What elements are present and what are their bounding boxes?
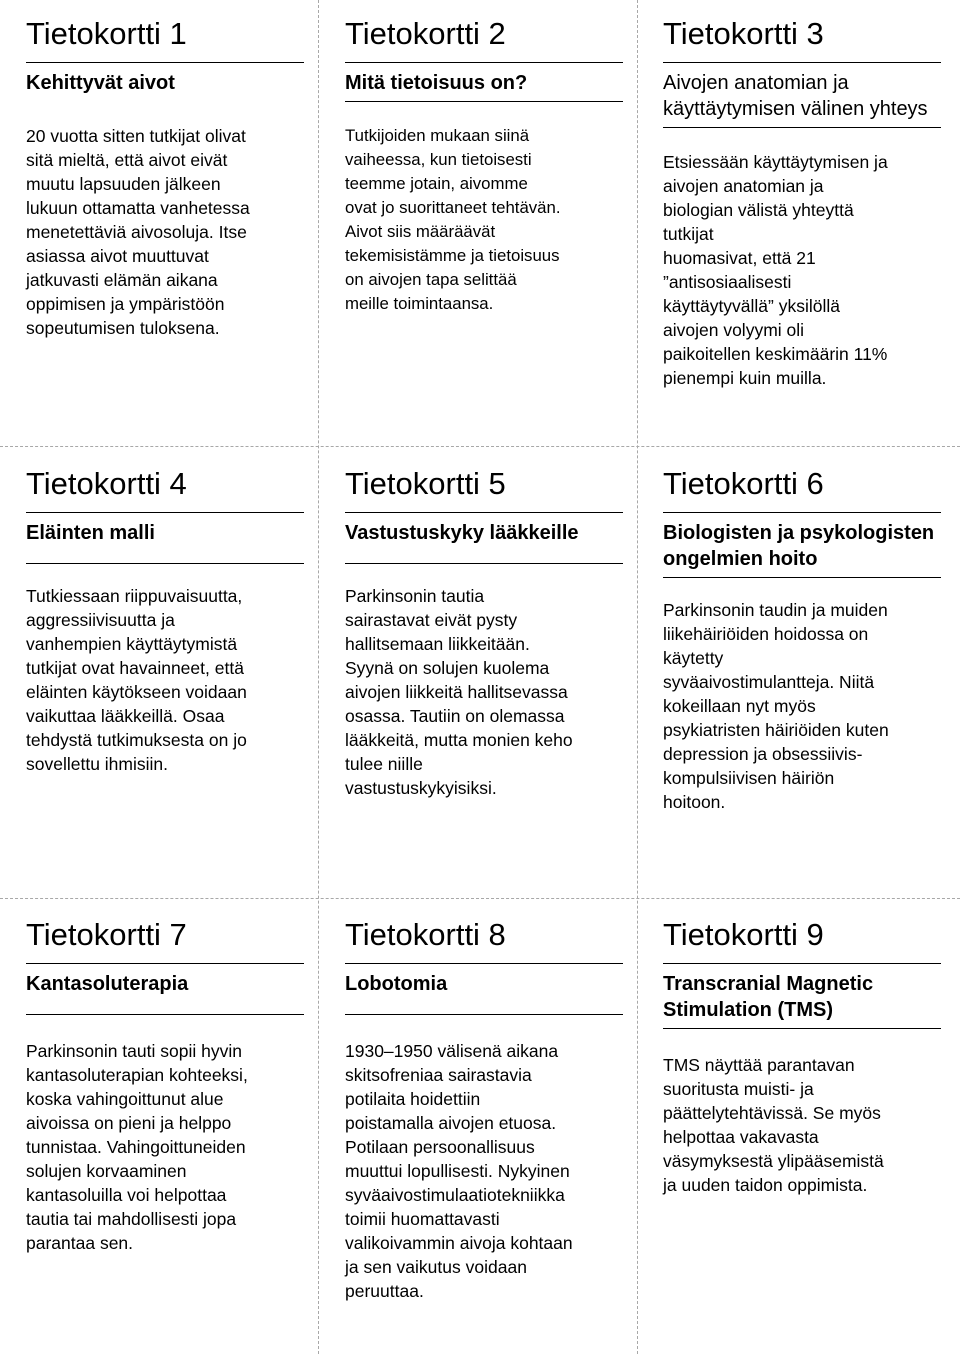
body-line: tutkijat <box>663 224 714 244</box>
card-body <box>345 124 623 316</box>
card-divider <box>26 62 304 63</box>
card-subtitle: Kantasoluterapia <box>26 973 189 995</box>
body-line: hoitoon. <box>663 792 726 812</box>
body-line: aivojen liikkeitä hallitsevassa <box>345 682 568 702</box>
body-line: koska vahingoittunut alue <box>26 1089 224 1109</box>
body-line: teemme jotain, aivomme <box>345 174 528 193</box>
body-line: meille toimintaansa. <box>345 294 494 313</box>
body-line: syväaivostimulaatiotekniikka <box>345 1185 565 1205</box>
body-line: Syynä on solujen kuolema <box>345 658 550 678</box>
body-line: tekemisistämme ja tietoisuus <box>345 246 560 265</box>
body-line: kantasoluilla voi helpottaa <box>26 1185 227 1205</box>
body-line: tulee niille <box>345 754 423 774</box>
body-line: vanhempien käyttäytymistä <box>26 634 238 654</box>
card-divider <box>26 1014 304 1015</box>
body-line: parantaa sen. <box>26 1233 134 1253</box>
card-title: Tietokortti 7 <box>26 917 187 952</box>
body-line: pienempi kuin muilla. <box>663 368 827 388</box>
body-line: huomasivat, että 21 <box>663 248 816 268</box>
card-body <box>26 584 304 776</box>
body-line: on aivojen tapa selittää <box>345 270 517 289</box>
body-line: psykiatristen häiriöiden kuten <box>663 720 889 740</box>
body-line: asiassa aivot muuttuvat <box>26 246 209 266</box>
body-line: Tutkiessaan riippuvaisuutta, <box>26 586 243 606</box>
body-line: osassa. Tautiin on olemassa <box>345 706 565 726</box>
body-line: Etsiessään käyttäytymisen ja <box>663 152 888 172</box>
body-line: kompulsiivisen häiriön <box>663 768 835 788</box>
card-title: Tietokortti 9 <box>663 917 824 952</box>
body-line: suoritusta muisti- ja <box>663 1079 814 1099</box>
card-divider <box>663 127 941 128</box>
card-body <box>345 584 623 800</box>
info-card-6 <box>663 466 941 814</box>
body-line: 1930–1950 välisenä aikana <box>345 1041 559 1061</box>
body-line: Parkinsonin tauti sopii hyvin <box>26 1041 242 1061</box>
body-line: ja sen vaikutus voidaan <box>345 1257 527 1277</box>
body-line: Aivot siis määräävät <box>345 222 496 241</box>
body-line: liikehäiriöiden hoidossa on <box>663 624 869 644</box>
info-card-9 <box>663 917 941 1197</box>
body-line: ovat jo suorittaneet tehtävän. <box>345 198 561 217</box>
card-title: Tietokortti 5 <box>345 466 506 501</box>
body-line: ”antisosiaalisesti <box>663 272 792 292</box>
card-body <box>663 598 941 814</box>
body-line: aivojen volyymi oli <box>663 320 805 340</box>
body-line: Tutkijoiden mukaan siinä <box>345 126 530 145</box>
body-line: tunnistaa. Vahingoittuneiden <box>26 1137 246 1157</box>
card-divider <box>345 62 623 63</box>
body-line: depression ja obsessiivis- <box>663 744 863 764</box>
card-divider <box>345 563 623 564</box>
body-line: aivojen anatomian ja <box>663 176 824 196</box>
body-line: muutu lapsuuden jälkeen <box>26 174 221 194</box>
body-line: syväaivostimulantteja. Niitä <box>663 672 875 692</box>
card-title: Tietokortti 1 <box>26 16 187 51</box>
card-title: Tietokortti 4 <box>26 466 187 501</box>
card-divider <box>26 512 304 513</box>
body-line: potilaita hoidettiin <box>345 1089 481 1109</box>
body-line: muuttui lopullisesti. Nykyinen <box>345 1161 570 1181</box>
body-line: sairastavat eivät pysty <box>345 610 518 630</box>
body-line: vaikuttaa lääkkeillä. Osaa <box>26 706 225 726</box>
body-line: helpottaa vakavasta <box>663 1127 819 1147</box>
body-line: tutkijat ovat havainneet, että <box>26 658 244 678</box>
body-line: aivoissa on pieni ja helppo <box>26 1113 232 1133</box>
info-card-5 <box>345 466 623 800</box>
card-subtitle: Aivojen anatomian ja käyttäytymisen välinen yhteys <box>663 72 928 120</box>
body-line: TMS näyttää parantavan <box>663 1055 855 1075</box>
card-subtitle: Vastustuskyky lääkkeille <box>345 522 579 544</box>
card-subtitle: Eläinten malli <box>26 522 155 544</box>
card-subtitle: Mitä tietoisuus on? <box>345 72 528 94</box>
card-body <box>26 1039 304 1255</box>
card-divider <box>663 1028 941 1029</box>
body-line: poistamalla aivojen etuosa. <box>345 1113 557 1133</box>
card-title: Tietokortti 8 <box>345 917 506 952</box>
card-subtitle: Kehittyvät aivot <box>26 72 175 94</box>
body-line: ja uuden taidon oppimista. <box>663 1175 868 1195</box>
card-subtitle: Biologisten ja psykologisten ongelmien hoito <box>663 522 935 570</box>
body-line: käyttäytyvällä” yksilöllä <box>663 296 840 316</box>
body-line: sitä mieltä, että aivot eivät <box>26 150 228 170</box>
info-card-3 <box>663 16 941 390</box>
info-card-8 <box>345 917 623 1303</box>
card-divider <box>345 101 623 102</box>
card-divider <box>26 563 304 564</box>
card-body <box>345 1039 623 1303</box>
body-line: päättelytehtävissä. Se myös <box>663 1103 881 1123</box>
card-divider <box>663 963 941 964</box>
info-card-2 <box>345 16 623 316</box>
body-line: Potilaan persoonallisuus <box>345 1137 535 1157</box>
body-line: aggressiivisuutta ja <box>26 610 175 630</box>
body-line: tehdystä tutkimuksesta on jo <box>26 730 247 750</box>
card-title: Tietokortti 2 <box>345 16 506 51</box>
body-line: kantasoluterapian kohteeksi, <box>26 1065 248 1085</box>
body-line: kokeillaan nyt myös <box>663 696 816 716</box>
card-body <box>26 124 304 340</box>
body-line: sovellettu ihmisiin. <box>26 754 168 774</box>
body-line: 20 vuotta sitten tutkijat olivat <box>26 126 246 146</box>
body-line: eläinten käytökseen voidaan <box>26 682 247 702</box>
card-divider <box>663 62 941 63</box>
body-line: väsymyksestä ylipääsemistä <box>663 1151 884 1171</box>
card-body <box>663 150 941 390</box>
cut-line-vertical <box>318 0 319 1354</box>
body-line: valikoivammin aivoja kohtaan <box>345 1233 573 1253</box>
body-line: solujen korvaaminen <box>26 1161 187 1181</box>
body-line: vaiheessa, kun tietoisesti <box>345 150 532 169</box>
body-line: oppimisen ja ympäristöön <box>26 294 225 314</box>
body-line: sopeutumisen tuloksena. <box>26 318 220 338</box>
card-subtitle: Lobotomia <box>345 973 448 995</box>
card-body <box>663 1053 941 1197</box>
body-line: lääkkeitä, mutta monien keho <box>345 730 573 750</box>
card-divider <box>345 1014 623 1015</box>
card-subtitle: Transcranial Magnetic Stimulation (TMS) <box>663 973 874 1021</box>
cut-line-horizontal <box>0 898 960 899</box>
card-divider <box>345 512 623 513</box>
info-card-1 <box>26 16 304 340</box>
body-line: paikoitellen keskimäärin 11% <box>663 344 888 364</box>
body-line: hallitsemaan liikkeitään. <box>345 634 530 654</box>
body-line: menetettäviä aivosoluja. Itse <box>26 222 247 242</box>
card-title: Tietokortti 6 <box>663 466 824 501</box>
body-line: käytetty <box>663 648 724 668</box>
card-divider <box>345 963 623 964</box>
card-divider <box>26 963 304 964</box>
info-card-4 <box>26 466 304 776</box>
body-line: vastustuskykyisiksi. <box>345 778 497 798</box>
body-line: jatkuvasti elämän aikana <box>26 270 218 290</box>
body-line: lukuun ottamatta vanhetessa <box>26 198 250 218</box>
cut-line-vertical <box>637 0 638 1354</box>
card-divider <box>663 577 941 578</box>
card-divider <box>663 512 941 513</box>
card-title: Tietokortti 3 <box>663 16 824 51</box>
body-line: toimii huomattavasti <box>345 1209 500 1229</box>
body-line: skitsofreniaa sairastavia <box>345 1065 532 1085</box>
body-line: tautia tai mahdollisesti jopa <box>26 1209 237 1229</box>
body-line: peruuttaa. <box>345 1281 424 1301</box>
body-line: Parkinsonin taudin ja muiden <box>663 600 888 620</box>
info-card-7 <box>26 917 304 1255</box>
body-line: biologian välistä yhteyttä <box>663 200 854 220</box>
body-line: Parkinsonin tautia <box>345 586 485 606</box>
cut-line-horizontal <box>0 446 960 447</box>
